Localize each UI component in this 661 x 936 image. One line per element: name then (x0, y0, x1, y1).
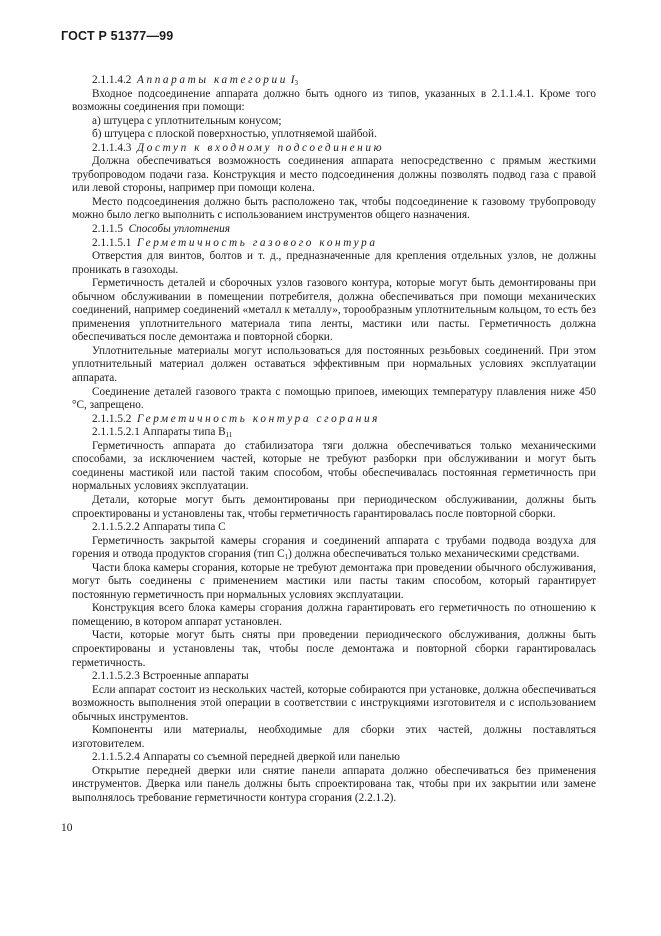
paragraph: Герметичность деталей и сборочных узлов газового контура, которые могут быть демонтированы при обычном обслуживании в помещении потребителя, должна обеспечиваться при помощи механических соединений, например соединений «металл к металлу», торообразным уплотнительным кольцом, то есть без применения уплотнительного материала типа ленты, мастики или пасты. Герметичность должна обеспечиваться после демонтажа и повторной сборки. (72, 277, 596, 344)
page-number: 10 (61, 822, 73, 834)
paragraph: Герметичность аппарата до стабилизатора тяги должна обеспечиваться только механическими способами, за исключением частей, которые не требуют разборки при обслуживании и могут быть соединены мастикой или пастой таким способом, чтобы обеспечивалась постоянная герметичность при нормальных условиях эксплуатации. (72, 439, 596, 493)
paragraph: Части, которые могут быть сняты при проведении периодического обслуживания, должны быть спроектированы и установлены так, чтобы после демонтажа и повторной сборки гарантировалась герметичность. (72, 629, 596, 669)
type-subscript: 11 (225, 431, 233, 440)
paragraph: Компоненты или материалы, необходимые для сборки этих частей, должны поставляться изготовителем. (72, 724, 596, 750)
section-title: Герметичность газового контура (137, 236, 378, 249)
paragraph: Части блока камеры сгорания, которые не требуют демонтажа при проведении обычного обслуживания, могут быть соединены с применением мастики или пасты таким способом, который гарантирует постоянную герметичность при нормальных условиях эксплуатации. (72, 561, 596, 601)
paragraph: Если аппарат состоит из нескольких частей, которые собираются при установке, должна обеспечиваться возможность выполнения этой операции в соответствии с инструкциями изготовителя и с использованием обычных инструментов. (72, 683, 596, 723)
paragraph: Отверстия для винтов, болтов и т. д., предназначенные для крепления отдельных узлов, не должны проникать в газоходы. (72, 250, 596, 276)
list-item: б) штуцера с плоской поверхностью, уплотняемой шайбой. (92, 128, 377, 141)
document-body (72, 74, 596, 806)
section-number: 2.1.1.5.1 (92, 236, 132, 249)
section-heading (72, 413, 596, 427)
section-number: 2.1.1.5 (92, 223, 123, 236)
section-title: Доступ к входному подсоединению (137, 141, 385, 154)
subsection-heading: 2.1.1.5.2.2 Аппараты типа С (92, 521, 226, 534)
page-header: ГОСТ Р 51377—99 (61, 29, 174, 43)
section-heading (72, 142, 596, 156)
section-heading (72, 223, 596, 237)
section-heading (72, 74, 596, 88)
paragraph: Герметичность закрытой камеры сгорания и соединений аппарата с трубами подвода воздуха для горения и отвода продуктов сгорания (тип $С_1$) должна обеспечиваться только механическими средствами. (72, 534, 596, 562)
subsection-heading: 2.1.1.5.2.3 Встроенные аппараты (92, 670, 249, 683)
category-symbol: I (290, 74, 295, 86)
paragraph: Соединение деталей газового тракта с помощью припоев, имеющих температуру плавления ниже 450 °С, запрещено. (72, 385, 596, 412)
section-title: Способы уплотнения (128, 223, 231, 236)
section-title: Герметичность контура сгорания (137, 412, 381, 425)
paragraph: Детали, которые могут быть демонтированы при периодическом обслуживании, должны быть спроектированы и установлены так, чтобы герметичность гарантировалась после повторной сборки. (72, 493, 596, 520)
paragraph: Место подсоединения должно быть расположено так, чтобы подсоединение к газовому трубопроводу можно было легко выполнить с использованием инструментов общего назначения. (72, 195, 596, 222)
list-item: а) штуцера с уплотнительным конусом; (92, 114, 282, 127)
section-title: Аппараты категории (137, 74, 288, 86)
paragraph: Должна обеспечиваться возможность соединения аппарата непосредственно с прямым жесткими трубопроводом подачи газа. Конструкция и место подсоединения должны позволять подвод газа с правой или левой стороны, например при помощи колена. (72, 155, 596, 195)
subsection-heading: 2.1.1.5.2.4 Аппараты со съемной передней дверкой или панелью (92, 751, 400, 764)
category-subscript: 3 (294, 79, 299, 87)
section-number: 2.1.1.4.3 (92, 141, 132, 154)
paragraph: Открытие передней дверки или снятие панели аппарата должно обеспечиваться без применения инструментов. Дверка или панель должны быть спроектирована так, чтобы при их закрытии или замене выполнялось требование герметичности контура сгорания (2.2.1.2). (72, 764, 596, 804)
section-number: 2.1.1.4.2 (92, 74, 132, 86)
section-number: 2.1.1.5.2 (92, 412, 132, 425)
paragraph: Входное подсоединение аппарата должно быть одного из типов, указанных в 2.1.1.4.1. Кроме того возможны соединения при помощи: (72, 87, 596, 114)
section-heading (72, 237, 596, 251)
paragraph: Уплотнительные материалы могут использоваться для постоянных резьбовых соединений. При этом уплотнительный материал должен оставаться эффективным при нормальных условиях эксплуатации аппарата. (72, 344, 596, 385)
type-subscript: 1 (284, 553, 289, 562)
subsection-heading: 2.1.1.5.2.1 Аппараты типа $В_{11}$ (92, 426, 233, 440)
paragraph: Конструкция всего блока камеры сгорания должна гарантировать его герметичность по отношению к помещению, в котором аппарат установлен. (72, 602, 596, 628)
